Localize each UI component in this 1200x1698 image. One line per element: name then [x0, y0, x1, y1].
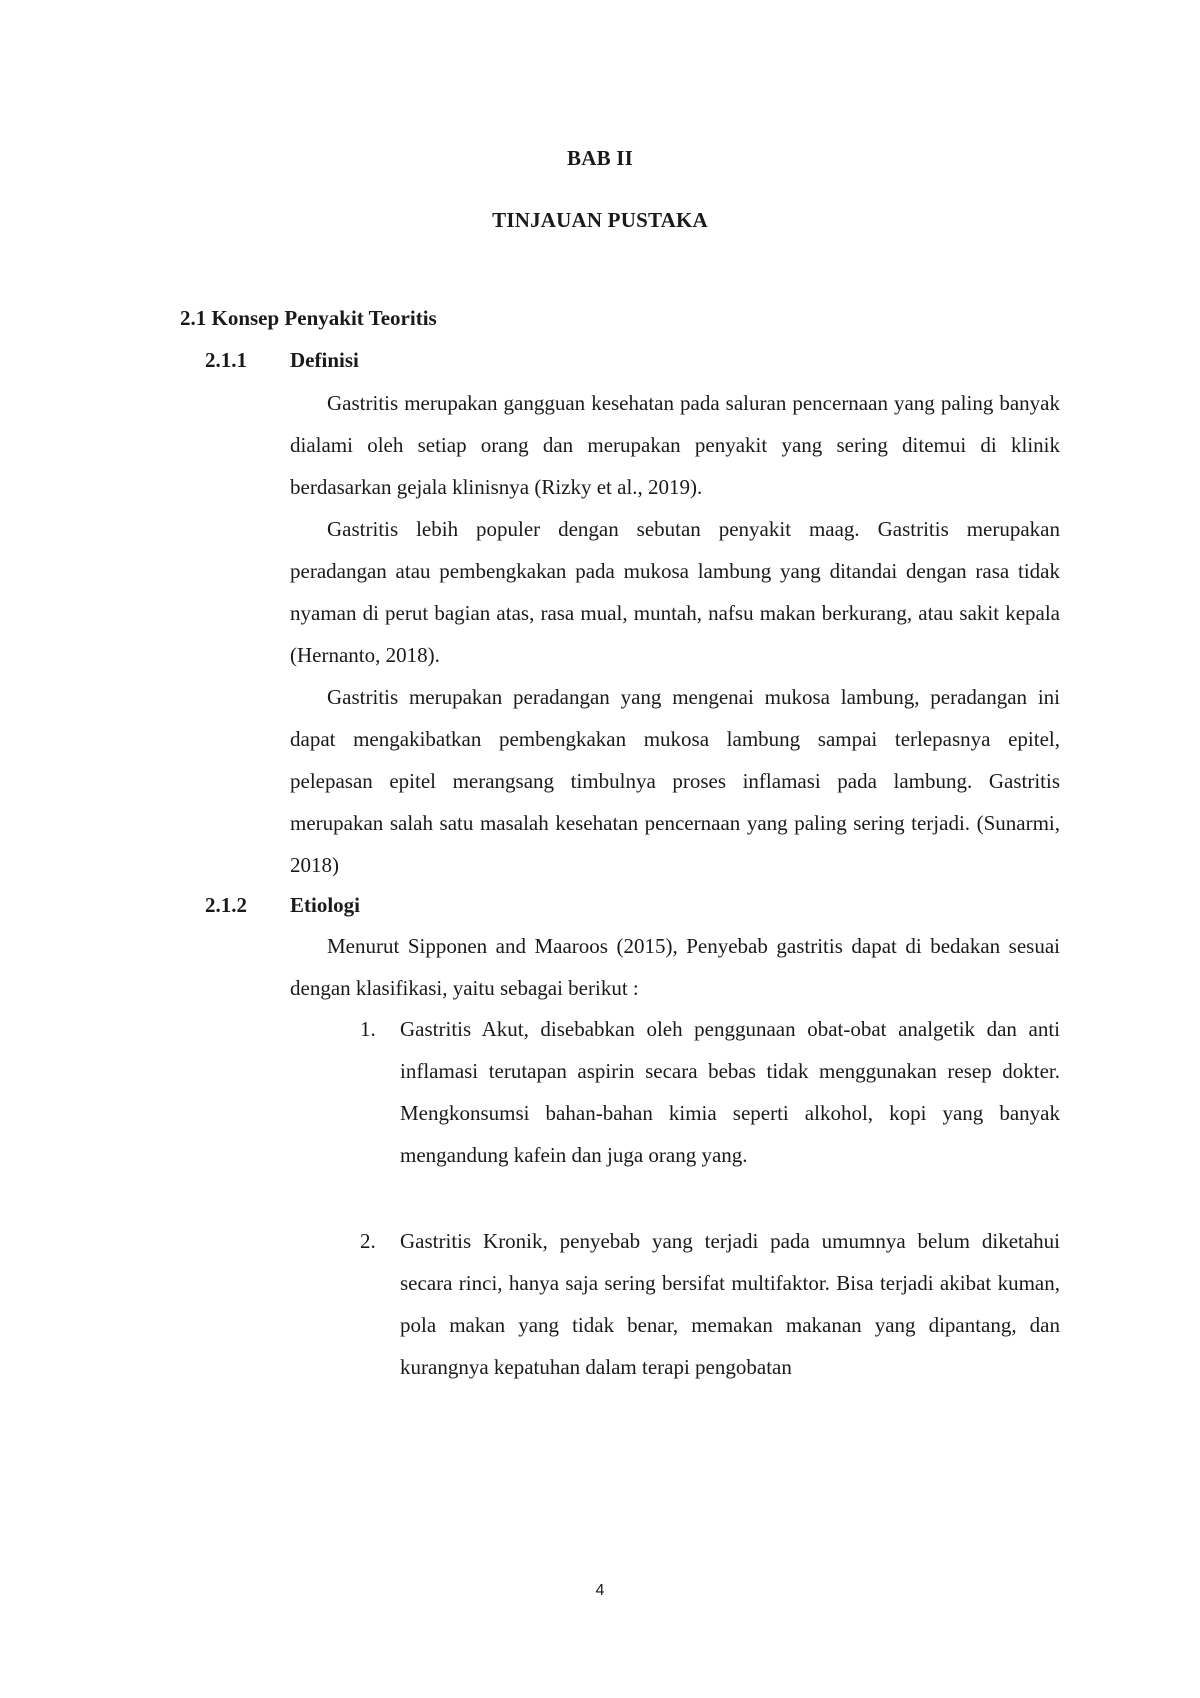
subsection-number: 2.1.2	[205, 893, 247, 917]
list-marker: 2.	[360, 1229, 376, 1253]
chapter-title: TINJAUAN PUSTAKA	[492, 208, 708, 232]
subsection-heading-definisi	[205, 348, 359, 373]
subsection-title: Etiologi	[290, 893, 361, 917]
etiologi-intro-paragraph: Menurut Sipponen and Maaroos (2015), Penyebab gastritis dapat di bedakan sesuai dengan klasifikasi, yaitu sebagai berikut :	[290, 934, 1060, 1000]
definisi-paragraph-2: Gastritis lebih populer dengan sebutan penyakit maag. Gastritis merupakan peradangan atau pembengkakan pada mukosa lambung yang ditandai dengan rasa tidak nyaman di perut bagian atas, rasa mual, muntah, nafsu makan berkurang, atau sakit kepala (Hernanto, 2018).	[290, 517, 1060, 667]
subsection-number: 2.1.1	[205, 348, 247, 372]
definisi-paragraph-3: Gastritis merupakan peradangan yang mengenai mukosa lambung, peradangan ini dapat mengakibatkan pembengkakan mukosa lambung sampai terlepasnya epitel, pelepasan epitel merangsang timbulnya proses inflamasi pada lambung. Gastritis merupakan salah satu masalah kesehatan pencernaan yang paling sering terjadi. (Sunarmi, 2018)	[290, 685, 1060, 877]
list-marker: 1.	[360, 1017, 376, 1041]
list-item-text: Gastritis Akut, disebabkan oleh penggunaan obat-obat analgetik dan anti inflamasi terutapan aspirin secara bebas tidak menggunakan resep dokter. Mengkonsumsi bahan-bahan kimia seperti alkohol, kopi yang banyak mengandung kafein dan juga orang yang.	[400, 1017, 1060, 1167]
chapter-label: BAB II	[567, 146, 633, 170]
page-number: 4	[595, 1582, 605, 1599]
definisi-paragraph-1: Gastritis merupakan gangguan kesehatan pada saluran pencernaan yang paling banyak dialami oleh setiap orang dan merupakan penyakit yang sering ditemui di klinik berdasarkan gejala klinisnya (Rizky et al., 2019).	[290, 391, 1060, 499]
list-item-text: Gastritis Kronik, penyebab yang terjadi pada umumnya belum diketahui secara rinci, hanya saja sering bersifat multifaktor. Bisa terjadi akibat kuman, pola makan yang tidak benar, memakan makanan yang dipantang, dan kurangnya kepatuhan dalam terapi pengobatan	[400, 1229, 1060, 1379]
section-heading: 2.1 Konsep Penyakit Teoritis	[180, 306, 437, 330]
subsection-heading-etiologi	[205, 893, 360, 918]
subsection-title: Definisi	[290, 348, 359, 372]
